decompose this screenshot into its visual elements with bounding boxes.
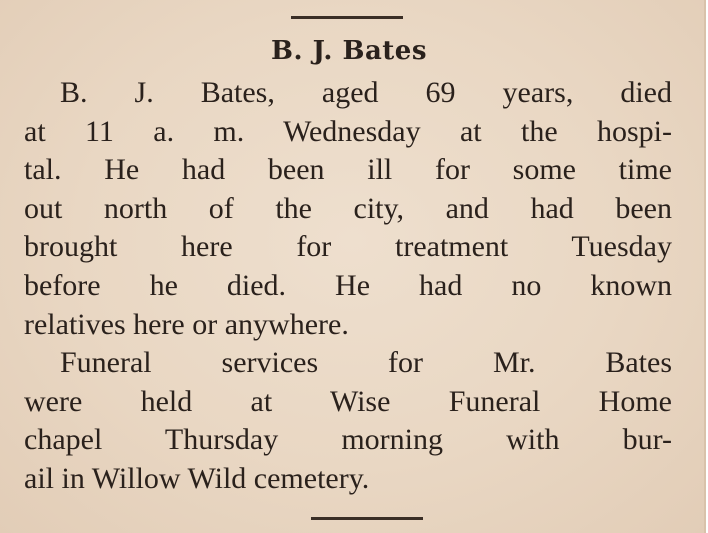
obituary-paragraph-2: [24, 344, 672, 498]
text-line: brought here for treatment Tuesday: [24, 230, 672, 264]
text-line: at 11 a. m. Wednesday at the hospi-: [24, 114, 672, 148]
text-line: out north of the city, and had been: [24, 191, 672, 225]
text-line: relatives here or anywhere.: [24, 307, 349, 341]
text-line: were held at Wise Funeral Home: [24, 384, 672, 418]
text-line: before he died. He had no known: [24, 268, 672, 302]
bottom-divider-rule: [311, 517, 423, 520]
text-line: B. J. Bates, aged 69 years, died: [60, 76, 672, 109]
text-line: Funeral services for Mr. Bates: [60, 346, 672, 379]
obituary-headline: B. J. Bates: [271, 36, 427, 66]
obituary-paragraph-1: [24, 74, 672, 344]
top-divider-rule: [291, 16, 403, 19]
text-line: tal. He had been ill for some time: [24, 153, 672, 187]
text-line: chapel Thursday morning with bur-: [24, 423, 672, 457]
text-line: ail in Willow Wild cemetery.: [24, 461, 370, 495]
